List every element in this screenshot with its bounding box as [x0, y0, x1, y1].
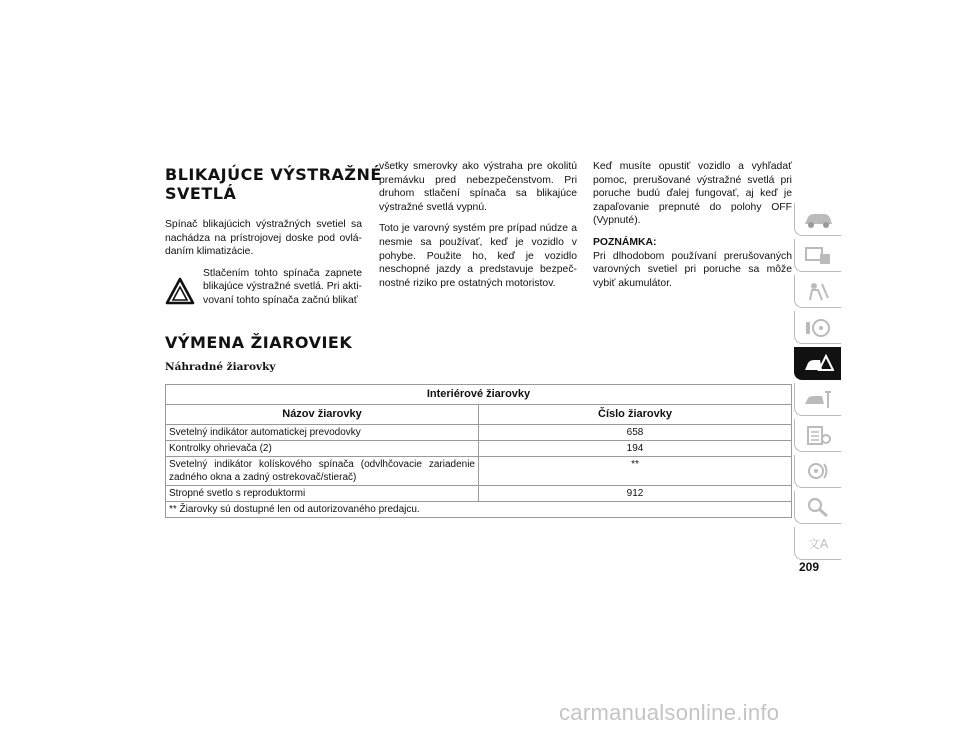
warning-car-icon — [802, 352, 834, 374]
safety-icon — [802, 280, 834, 302]
paragraph: všetky smerovky ako výstraha pre okolitú premávku pred nebezpečenstvom. Pri druhom stlačení spínača sa blikajúce výstražné svetlá vypnú. — [379, 161, 577, 213]
tab-language[interactable] — [794, 527, 841, 560]
bulb-number: 194 — [479, 441, 792, 457]
bulbs-table — [165, 384, 792, 518]
column-header-name: Názov žiarovky — [166, 405, 479, 425]
warning-text: Stlačením tohto spínača zapnete blikajúce výstražné svetlá. Pri akti-vovaní tohto spínača začnú blikať — [203, 267, 362, 306]
table-row — [166, 486, 792, 502]
tab-driving[interactable] — [794, 311, 841, 344]
bulb-number: ** — [479, 457, 792, 486]
message-icon — [802, 244, 834, 266]
language-icon — [802, 532, 834, 554]
paragraph: Toto je varovný systém pre prípad núdze a nesmie sa používať, keď je vozidlo v pohybe. Použite ho, keď je vozidlo neschopné jazdy a predstavuje bezpeč-nostné riziko pre ostatných motoristov. — [379, 223, 577, 289]
steering-wheel-icon — [802, 316, 834, 338]
tab-messages[interactable] — [794, 239, 841, 272]
watermark: carmanualsonline.info — [559, 700, 780, 725]
bulb-name: Stropné svetlo s reproduktormi — [166, 486, 479, 502]
bulb-name: Svetelný indikátor automatickej prevodovky — [166, 425, 479, 441]
note-text: Pri dlhodobom používaní prerušovaných varovných svetiel pri poruche sa môže vybiť akumulátor. — [593, 250, 792, 289]
warning-triangle-icon — [165, 277, 195, 310]
section-title-bulb-replacement: VÝMENA ŽIAROVIEK — [165, 333, 353, 352]
table-caption: Interiérové žiarovky — [166, 385, 792, 405]
bulb-name: Svetelný indikátor kolískového spínača (odvlhčovacie zariadenie zadného okna a zadný ostrekovač/stierač) — [166, 457, 479, 486]
column-header-number: Číslo žiarovky — [479, 405, 792, 425]
subsection-title: Náhradné žiarovky — [165, 361, 276, 373]
car-overview-icon — [802, 208, 834, 230]
specifications-icon — [802, 424, 834, 446]
paragraph: Keď musíte opustiť vozidlo a vyhľadať pomoc, prerušované výstražné svetlá pri poruche budú ďalej fungovať, aj keď je zapaľovanie prepnuté do polohy OFF (Vypnuté). — [593, 161, 792, 227]
search-icon — [802, 496, 834, 518]
note-title: POZNÁMKA: — [593, 236, 657, 248]
tab-safety[interactable] — [794, 275, 841, 308]
tab-specifications[interactable] — [794, 419, 841, 452]
table-row — [166, 441, 792, 457]
tab-emergency[interactable] — [794, 347, 841, 380]
column-1 — [165, 218, 362, 309]
column-2 — [379, 160, 577, 298]
warning-block — [165, 267, 362, 310]
maintenance-icon — [802, 388, 834, 410]
table-row — [166, 425, 792, 441]
multimedia-icon — [802, 460, 834, 482]
bulb-name: Kontrolky ohrievača (2) — [166, 441, 479, 457]
tab-index[interactable] — [794, 491, 841, 524]
chapter-tabs — [794, 203, 842, 563]
table-row — [166, 457, 792, 486]
paragraph: Spínač blikajúcich výstražných svetiel sa nachádza na prístrojovej doske pod ovlá-daním klimatizácie. — [165, 219, 362, 258]
tab-car-overview[interactable] — [794, 203, 841, 236]
section-title-hazard-lights: BLIKAJÚCE VÝSTRAŽNÉ SVETLÁ — [165, 165, 382, 203]
tab-multimedia[interactable] — [794, 455, 841, 488]
column-3 — [593, 160, 792, 298]
page-number: 209 — [799, 560, 820, 574]
table-footnote: ** Žiarovky sú dostupné len od autorizovaného predajcu. — [166, 502, 792, 518]
svg-text:文A: 文A — [808, 537, 829, 551]
bulb-number: 912 — [479, 486, 792, 502]
bulb-number: 658 — [479, 425, 792, 441]
tab-maintenance[interactable] — [794, 383, 841, 416]
